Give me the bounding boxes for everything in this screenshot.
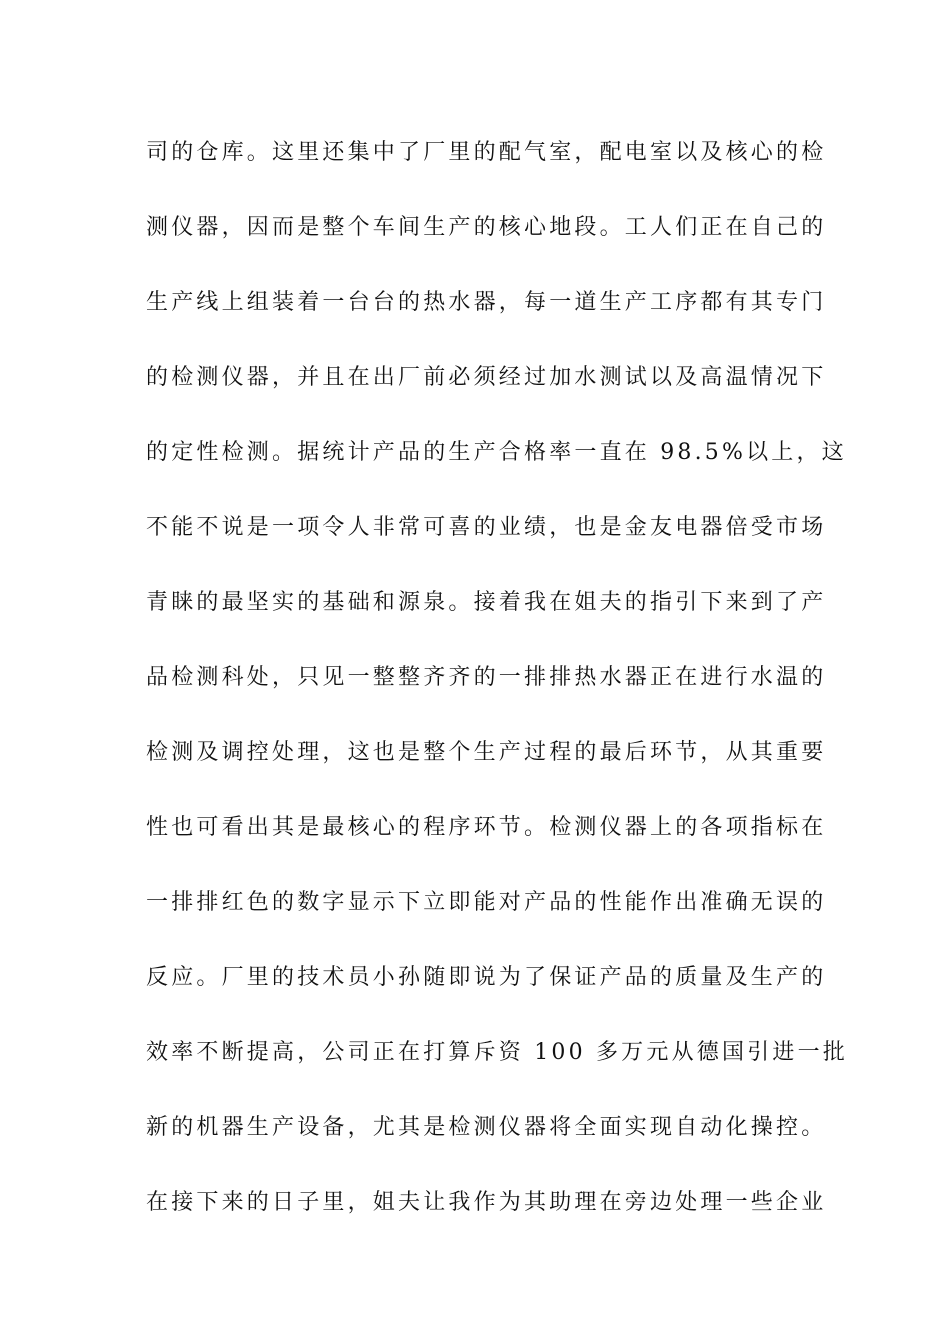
text-line: 在接下来的日子里，姐夫让我作为其助理在旁边处理一些企业 bbox=[146, 1190, 827, 1215]
text-line: 青睐的最坚实的基础和源泉。接着我在姐夫的指引下来到了产 bbox=[146, 590, 827, 615]
text-line: 反应。厂里的技术员小孙随即说为了保证产品的质量及生产的 bbox=[146, 965, 827, 990]
text-line: 测仪器，因而是整个车间生产的核心地段。工人们正在自己的 bbox=[146, 215, 827, 240]
text-line: 生产线上组装着一台台的热水器，每一道生产工序都有其专门 bbox=[146, 290, 827, 315]
text-line: 的定性检测。据统计产品的生产合格率一直在 98.5%以上，这 bbox=[146, 440, 847, 465]
text-line: 不能不说是一项令人非常可喜的业绩，也是金友电器倍受市场 bbox=[146, 515, 827, 540]
text-line: 效率不断提高，公司正在打算斥资 100 多万元从德国引进一批 bbox=[146, 1040, 848, 1065]
text-line: 性也可看出其是最核心的程序环节。检测仪器上的各项指标在 bbox=[146, 815, 827, 840]
text-line: 一排排红色的数字显示下立即能对产品的性能作出准确无误的 bbox=[146, 890, 827, 915]
body-text bbox=[146, 130, 848, 1255]
text-line: 品检测科处，只见一整整齐齐的一排排热水器正在进行水温的 bbox=[146, 665, 827, 690]
text-line: 司的仓库。这里还集中了厂里的配气室，配电室以及核心的检 bbox=[146, 140, 827, 165]
text-line: 检测及调控处理，这也是整个生产过程的最后环节，从其重要 bbox=[146, 740, 827, 765]
text-line: 新的机器生产设备，尤其是检测仪器将全面实现自动化操控。 bbox=[146, 1115, 827, 1140]
text-line: 的检测仪器，并且在出厂前必须经过加水测试以及高温情况下 bbox=[146, 365, 827, 390]
